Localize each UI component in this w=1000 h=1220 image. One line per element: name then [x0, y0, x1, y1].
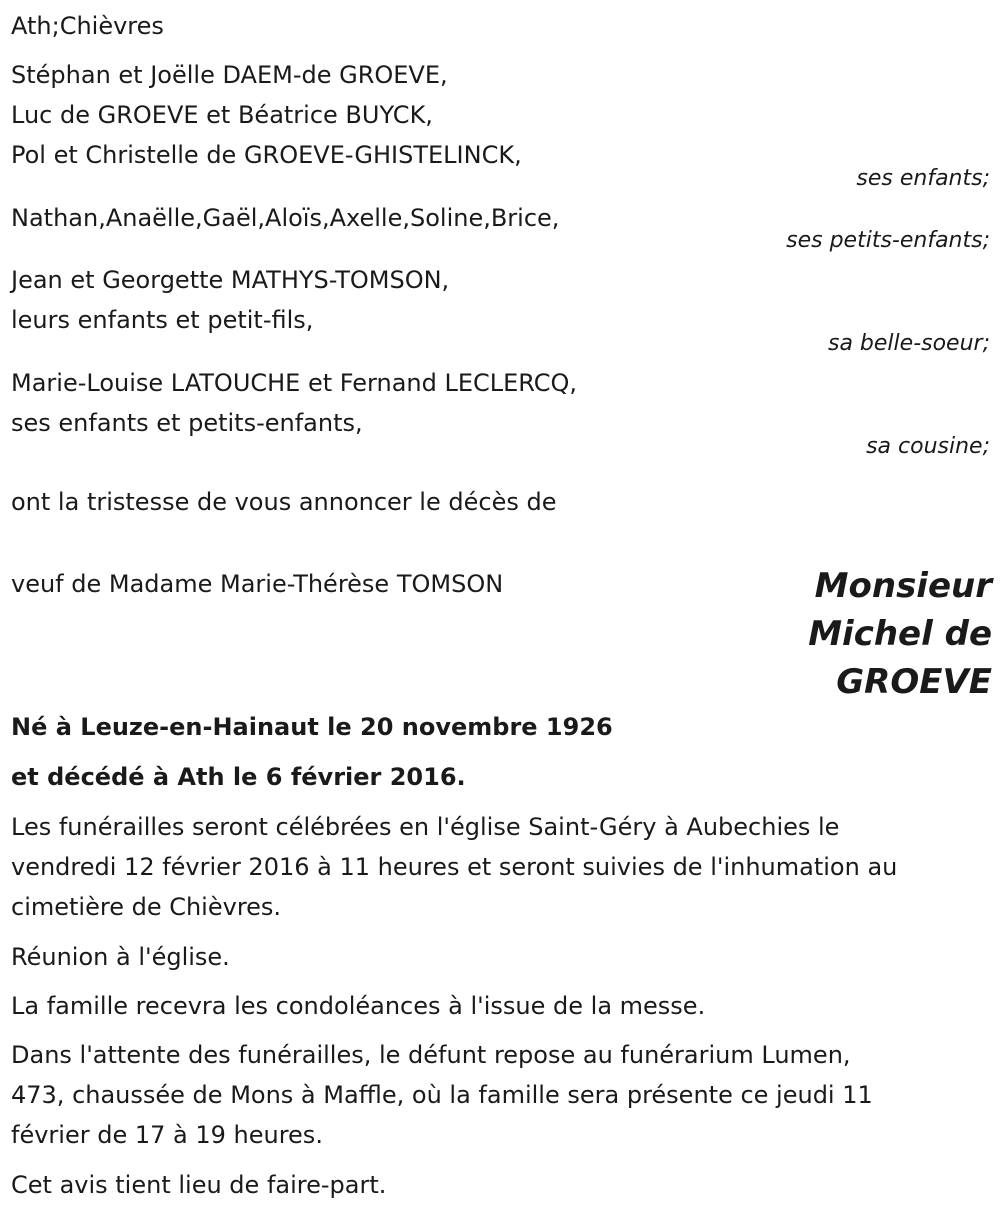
- deceased-first-name: Michel de: [808, 614, 992, 654]
- closing-line: Cet avis tient lieu de faire-part.: [11, 1171, 387, 1199]
- funeral-line-3: cimetière de Chièvres.: [11, 893, 282, 921]
- cousin-role: sa cousine;: [866, 434, 990, 459]
- funeral-line-1: Les funérailles seront célébrées en l'église Saint-Géry à Aubechies le: [11, 813, 840, 841]
- cousin-name-1: Marie-Louise LATOUCHE et Fernand LECLERCQ,: [11, 369, 578, 397]
- wake-line-1: Dans l'attente des funérailles, le défunt repose au funérarium Lumen,: [11, 1041, 851, 1069]
- birth-line: Né à Leuze-en-Hainaut le 20 novembre 1926: [11, 713, 613, 741]
- widower-line: veuf de Madame Marie-Thérèse TOMSON: [11, 570, 504, 598]
- funeral-line-2: vendredi 12 février 2016 à 11 heures et seront suivies de l'inhumation au: [11, 853, 898, 881]
- deceased-title: Monsieur: [814, 566, 992, 606]
- cousin-name-2: ses enfants et petits-enfants,: [11, 409, 363, 437]
- sister-in-law-role: sa belle-soeur;: [828, 331, 990, 356]
- wake-line-2: 473, chaussée de Mons à Maffle, où la famille sera présente ce jeudi 11: [11, 1081, 873, 1109]
- children-name-2: Luc de GROEVE et Béatrice BUYCK,: [11, 101, 433, 129]
- deceased-name: [672, 562, 992, 706]
- grandchildren-names: Nathan,Anaëlle,Gaël,Aloïs,Axelle,Soline,Brice,: [11, 204, 560, 232]
- location: Ath;Chièvres: [11, 12, 164, 40]
- children-name-3: Pol et Christelle de GROEVE-GHISTELINCK,: [11, 141, 522, 169]
- children-role: ses enfants;: [856, 166, 990, 191]
- meeting-line: Réunion à l'église.: [11, 943, 230, 971]
- deceased-surname: GROEVE: [836, 662, 992, 702]
- grandchildren-role: ses petits-enfants;: [786, 228, 990, 253]
- wake-line-3: février de 17 à 19 heures.: [11, 1121, 323, 1149]
- condolences-line: La famille recevra les condoléances à l'issue de la messe.: [11, 992, 706, 1020]
- sister-in-law-name-1: Jean et Georgette MATHYS-TOMSON,: [11, 266, 450, 294]
- children-name-1: Stéphan et Joëlle DAEM-de GROEVE,: [11, 61, 448, 89]
- death-line: et décédé à Ath le 6 février 2016.: [11, 763, 466, 791]
- announcement: ont la tristesse de vous annoncer le décès de: [11, 488, 557, 516]
- sister-in-law-name-2: leurs enfants et petit-fils,: [11, 306, 314, 334]
